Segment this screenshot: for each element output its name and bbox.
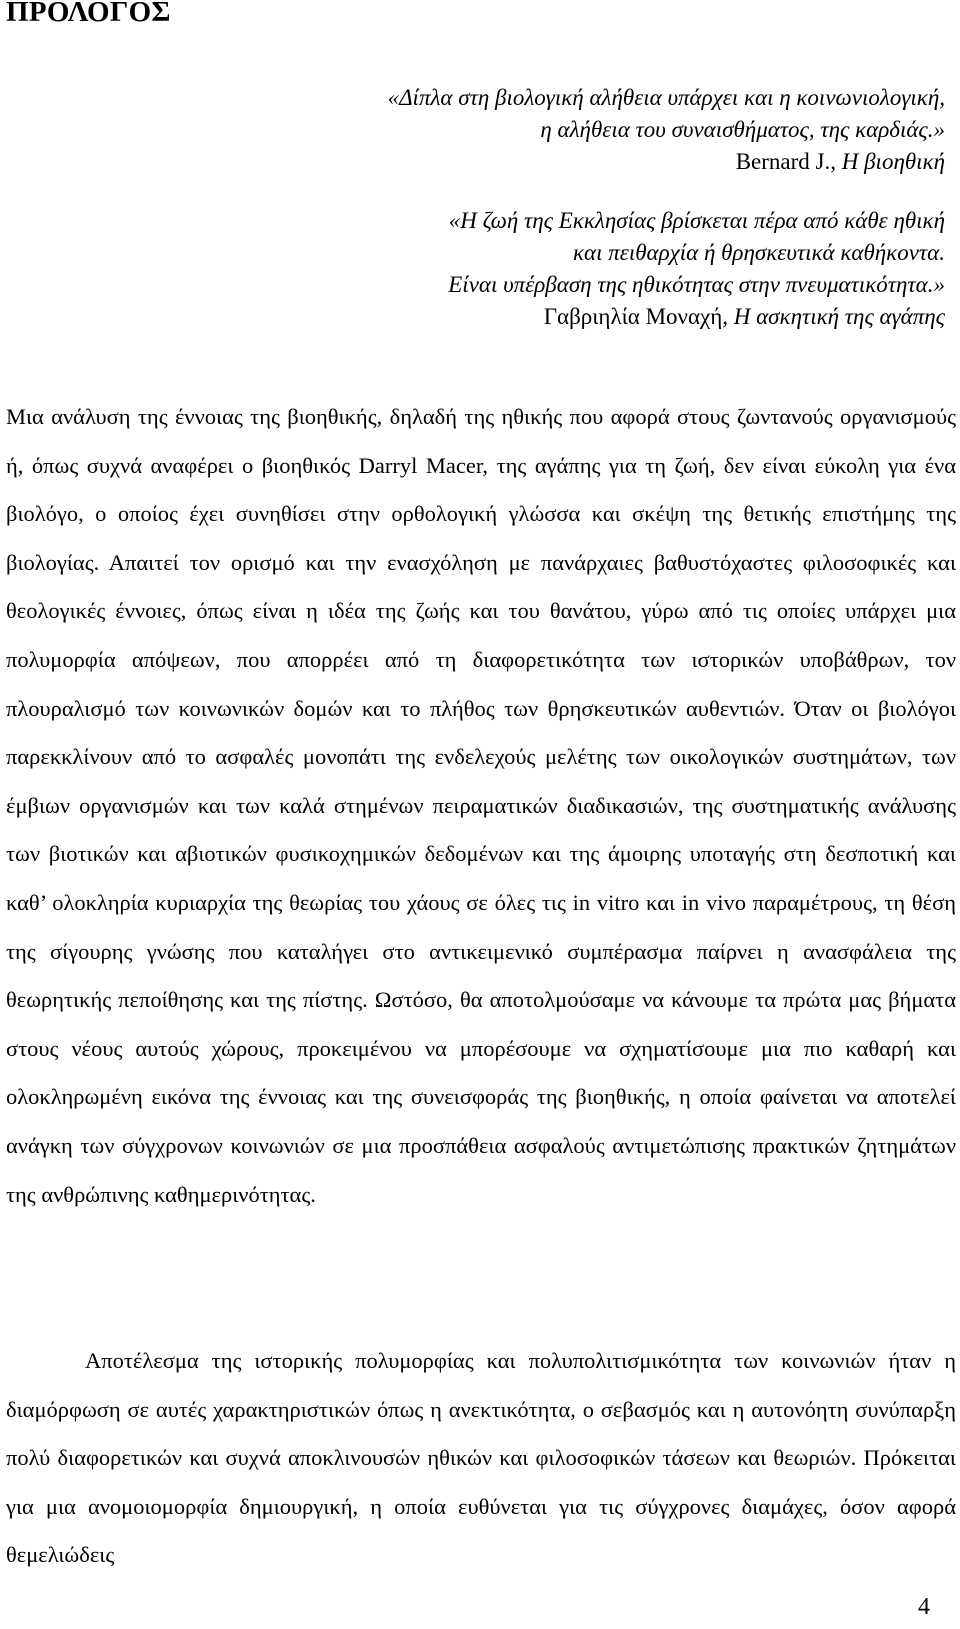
epigraph-quote-line: «Η ζωή της Εκκλησίας βρίσκεται πέρα από κάθε ηθική — [448, 208, 945, 233]
epigraph-attribution — [388, 146, 945, 178]
body-paragraph: Αποτέλεσμα της ιστορικής πολυμορφίας και πολυπολιτισμικότητα των κοινωνιών ήταν η διαμόρφωση σε αυτές χαρακτηριστικών όπως η ανεκτικότητα, ο σεβασμός και η αυτονόητη συνύπαρξη πολύ διαφορετικών και συχνά αποκλινουσών ηθικών και φιλοσοφικών τάσεων και θεωριών. Πρόκειται για μια ανομοιομορφία δημιουργική, η οποία ευθύνεται για τις σύγχρονες διαμάχες, όσον αφορά θεμελιώδεις — [6, 1348, 956, 1568]
page-heading: ΠΡΟΛΟΓΟΣ — [6, 0, 171, 28]
body-paragraph: Μια ανάλυση της έννοιας της βιοηθικής, δηλαδή της ηθικής που αφορά στους ζωντανούς οργανισμούς ή, όπως συχνά αναφέρει ο βιοηθικός Darryl Macer, της αγάπης για τη ζωή, δεν είναι εύκολη για ένα βιολόγο, ο οποίος έχει συνηθίσει στην ορθολογική γλώσσα και σκέψη της θετικής επιστήμης της βιολογίας. Απαιτεί τον ορισμό και την ενασχόληση με πανάρχαιες βαθυστόχαστες φιλοσοφικές και θεολογικές έννοιες, όπως είναι η ιδέα της ζωής και του θανάτου, γύρω από τις οποίες υπάρχει μια πολυμορφία απόψεων, που απορρέει από τη διαφορετικότητα των ιστορικών υποβάθρων, τον πλουραλισμό των κοινωνικών δομών και το πλήθος των θρησκευτικών αυθεντιών. Όταν οι βιολόγοι παρεκκλίνουν από το ασφαλές μονοπάτι της ενδελεχούς μελέτης των οικολογικών συστημάτων, των έμβιων οργανισμών και των καλά στημένων πειραματικών διαδικασιών, της συστηματικής ανάλυσης των βιοτικών και αβιοτικών φυσικοχημικών δεδομένων και της άμοιρης υποταγής στη δεσποτική και καθ’ ολοκληρία κυριαρχία της θεωρίας του χάους σε όλες τις in vitro και in vivo παραμέτρους, τη θέση της σίγουρης γνώσης που καταλήγει στο αντικειμενικό συμπέρασμα παίρνει η ανασφάλεια της θεωρητικής πεποίθησης και της πίστης. Ωστόσο, θα αποτολμούσαμε να κάνουμε τα πρώτα μας βήματα στους νέους αυτούς χώρους, προκειμένου να μπορέσουμε να σχηματίσουμε μια πιο καθαρή και ολοκληρωμένη εικόνα της έννοιας και της συνεισφοράς της βιοηθικής, η οποία φαίνεται να αποτελεί ανάγκη των σύγχρονων κοινωνιών σε μια προσπάθεια ασφαλούς αντιμετώπισης πρακτικών ζητημάτων της ανθρώπινης καθημερινότητας. — [6, 404, 956, 1207]
epigraph-gavrilia — [448, 205, 945, 333]
epigraph-quote-line: «Δίπλα στη βιολογική αλήθεια υπάρχει και η κοινωνιολογική, — [387, 85, 945, 110]
epigraph-author: Bernard J., — [735, 149, 842, 174]
epigraph-author: Γαβριηλία Μοναχή, — [543, 304, 734, 329]
epigraph-work-title: Η βιοηθική — [841, 149, 945, 174]
page-number: 4 — [918, 1594, 930, 1620]
epigraph-attribution — [448, 301, 945, 333]
epigraph-bernard — [388, 82, 945, 178]
epigraph-quote-line: Είναι υπέρβαση της ηθικότητας στην πνευματικότητα.» — [448, 272, 945, 297]
epigraph-quote-line: η αλήθεια του συναισθήματος, της καρδιάς.» — [540, 117, 945, 142]
epigraph-quote-line: και πειθαρχία ή θρησκευτικά καθήκοντα. — [573, 240, 945, 265]
epigraph-work-title: Η ασκητική της αγάπης — [733, 304, 945, 329]
